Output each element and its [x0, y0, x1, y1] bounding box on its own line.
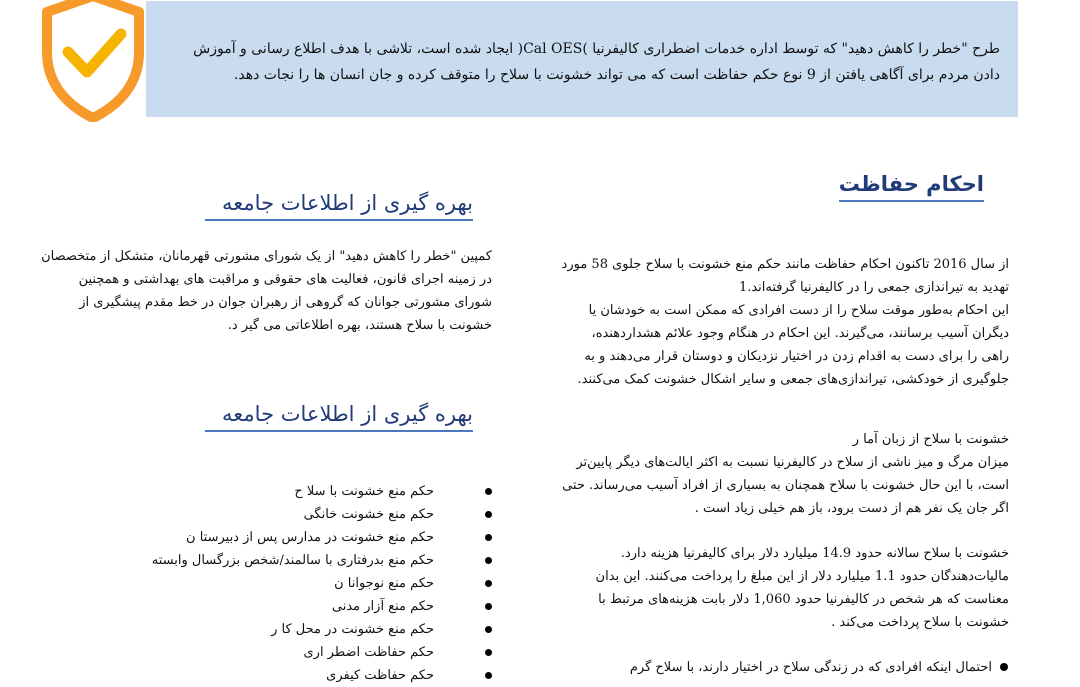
- list-item-label: حکم منع خشونت در مدارس پس از دبیرستا ن: [186, 530, 434, 545]
- protection-orders-heading: احکام حفاظت: [839, 172, 984, 202]
- list-item-label: حکم منع خشونت در محل کا ر: [271, 622, 434, 637]
- text-line: شورای مشورتی جوانان که گروهی از رهبران جوان در خط مقدم پیشگیری از: [79, 295, 492, 310]
- list-item: [60, 572, 492, 595]
- bullet-icon: [1000, 663, 1008, 671]
- text-line: میزان مرگ و میز ناشی از سلاح در کالیفرنیا نسبت به اکثر ایالت‌های دیگر پایین‌تر: [576, 455, 1009, 470]
- bullet-icon: [485, 557, 492, 564]
- list-item-label: حکم منع خشونت با سلا ح: [294, 484, 434, 499]
- bullet-icon: [485, 672, 492, 679]
- text-line: دیگران آسیب برسانند، می‌گیرند. این احکام در هنگام وجود علائم هشداردهنده،: [591, 326, 1009, 341]
- text-line: معناست که هر شخص در کالیفرنیا حدود 1,060 دلار بابت هزینه‌های مرتبط با: [598, 592, 1009, 607]
- intro-banner-text: طرح "خطر را کاهش دهید" که توسط اداره خدمات اضطراری کالیفرنیا )Cal OES( ایجاد شده است، تلاشی با هدف اطلاع رسانی و آموزش دادن مردم برای آگاهی یافتن از 9 نوع حکم حفاظت است که می تواند خشونت با سلاح را متوقف کرده و جان انسان ها را نجات دهد.: [193, 41, 1000, 83]
- bullet-icon: [485, 626, 492, 633]
- bullet-icon: [485, 603, 492, 610]
- gun-violence-cost-paragraph: [540, 542, 1009, 634]
- text-line: خشونت با سلاح پرداخت می‌کند .: [831, 615, 1009, 630]
- list-item: [60, 618, 492, 641]
- text-line: مالیات‌دهندگان حدود 1.1 میلیارد دلار از این مبلغ را پرداخت می‌کنند. این بدان: [595, 569, 1009, 584]
- list-item: [60, 503, 492, 526]
- list-item: [60, 595, 492, 618]
- text-line: از سال 2016 تاکنون احکام حفاظت مانند حکم منع خشونت با سلاح جلوی 58 مورد: [561, 257, 1009, 272]
- text-line: خشونت با سلاح از زبان آما ر: [852, 432, 1009, 447]
- text-line: خشونت با سلاح سالانه حدود 14.9 میلیارد دلار برای کالیفرنیا هزینه دارد.: [620, 546, 1009, 561]
- bullet-icon: [485, 649, 492, 656]
- list-item-label: حکم منع نوجوانا ن: [334, 576, 434, 591]
- list-item: [60, 641, 492, 664]
- community-info-heading-2: بهره گیری از اطلاعات جامعه: [205, 402, 473, 432]
- bullet-icon: [485, 488, 492, 495]
- text-line: تهدید به تیراندازی جمعی را در کالیفرنیا گرفته‌اند.1: [738, 280, 1009, 295]
- protection-orders-paragraph: [540, 253, 1009, 391]
- list-item-label: حکم منع خشونت خانگی: [303, 507, 434, 522]
- list-item-label: حکم حفاظت کیفری: [326, 668, 434, 683]
- text-line: در زمینه اجرای قانون، فعالیت های حقوقی و مراقبت های بهداشتی و همچنین: [78, 272, 492, 287]
- text-line: است، با این حال خشونت با سلاح همچنان به بسیاری از افراد آسیب می‌رساند. حتی: [562, 478, 1009, 493]
- text-line: خشونت با سلاح هستند، بهره اطلاعاتی می گیر د.: [227, 318, 492, 333]
- text-line: جلوگیری از خودکشی، تیراندازی‌های جمعی و سایر اشکال خشونت کمک می‌کنند.: [577, 372, 1009, 387]
- protection-orders-list: [60, 480, 492, 687]
- gun-violence-stats-paragraph: [540, 428, 1009, 520]
- text-line: اگر جان یک نفر هم از دست برود، باز هم خیلی زیاد است .: [694, 501, 1009, 516]
- list-item: [60, 664, 492, 687]
- text-line: راهی را برای دست به اقدام زدن در اختیار نزدیکان و دوستان قرار می‌دهند و به: [584, 349, 1009, 364]
- text-line: کمپین "خطر را کاهش دهید" از یک شورای مشورتی قهرمانان، متشکل از متخصصان: [41, 249, 492, 264]
- list-item: [60, 526, 492, 549]
- text-line: این احکام به‌طور موقت سلاح را از دست افرادی که ممکن است به خودشان یا: [588, 303, 1009, 318]
- list-item-label: حکم حفاظت اضطر اری: [303, 645, 434, 660]
- community-info-heading: بهره گیری از اطلاعات جامعه: [205, 191, 473, 221]
- list-item: [60, 549, 492, 572]
- list-item-label: حکم منع بدرفتاری با سالمند/شخص بزرگسال وابسته: [151, 553, 434, 568]
- shield-check-icon: [37, 0, 149, 122]
- list-item-label: حکم منع آزار مدنی: [331, 599, 434, 614]
- bullet-icon: [485, 511, 492, 518]
- campaign-paragraph: [18, 245, 492, 337]
- risk-bullet-item: احتمال اینکه افرادی که در زندگی سلاح در اختیار دارند، با سلاح گرم: [629, 660, 992, 675]
- bullet-icon: [485, 534, 492, 541]
- bullet-icon: [485, 580, 492, 587]
- intro-banner: [146, 1, 1018, 117]
- list-item: [60, 480, 492, 503]
